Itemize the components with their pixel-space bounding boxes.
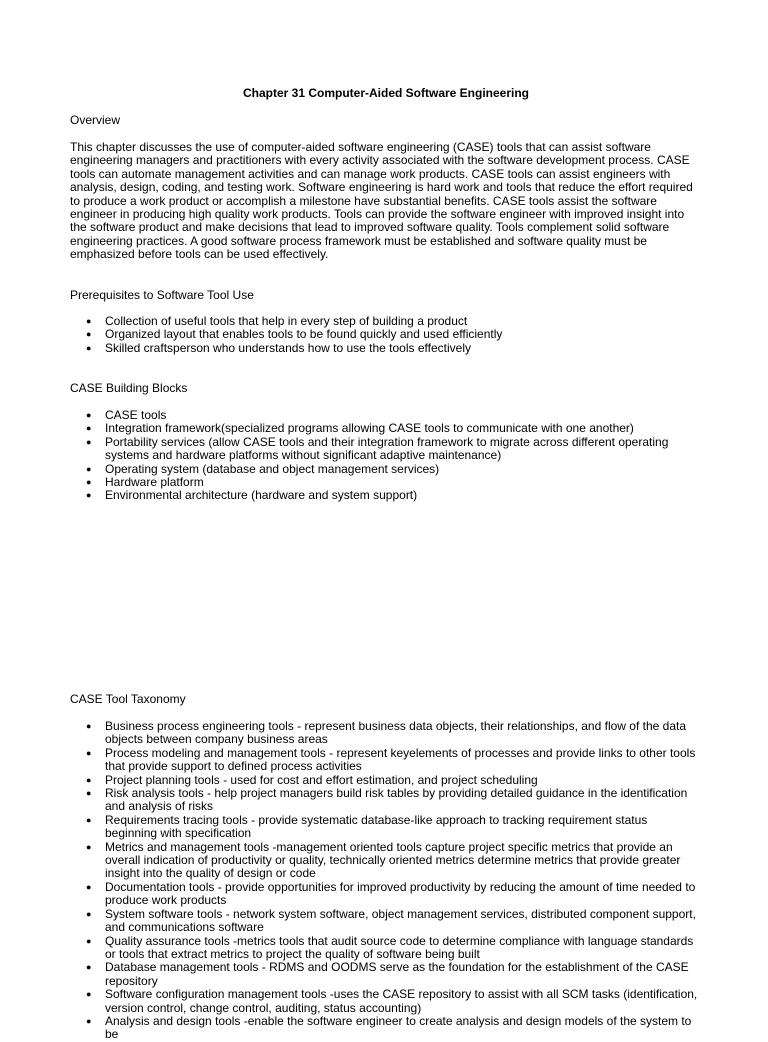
list-item: ● CASE tools [86, 408, 167, 422]
bullet-icon: ● [86, 342, 92, 353]
bullet-icon: ● [86, 423, 92, 434]
bullet-icon: ● [86, 410, 92, 420]
building-blocks-list [70, 409, 702, 503]
bullet-icon: ● [86, 935, 92, 946]
list-item: ● Requirements tracing tools - provide systematic database-like approach to tracking requirement status beginning with specification [86, 812, 648, 841]
bullet-icon: ● [86, 747, 92, 758]
overview-paragraph: This chapter discusses the use of computer-aided software engineering (CASE) tools that can assist software engineering managers and practitioners with every activity associated with the software development process. CASE tools can automate management activities and can manage work products. CASE tools can assist engineers with analysis, design, coding, and testing work. Software engineering is hard work and tools that reduce the effort required to produce a work product or accomplish a milestone have substantial benefits. CASE tools assist the software engineer in producing high quality work products. Tools can provide the software engineer with improved insight into the software product and make decisions that lead to improved software quality. Tools complement solid software engineering practices. A good software process framework must be established and software quality must be emphasized before tools can be used effectively. [70, 140, 693, 262]
bullet-icon: ● [86, 436, 92, 447]
list-item: ● System software tools - network system software, object management services, distributed component support, and communications software [86, 906, 696, 935]
bullet-icon: ● [86, 477, 92, 488]
list-item: ● Business process engineering tools - represent business data objects, their relationships, and flow of the data objects between company business areas [86, 719, 687, 747]
bullet-icon: ● [86, 316, 92, 326]
list-item: ● Portability services (allow CASE tools and their integration framework to migrate across different operating systems and hardware platforms without significant adaptive maintenance) [86, 434, 669, 463]
prerequisites-list [70, 315, 702, 355]
overview-heading: Overview [70, 113, 121, 127]
bullet-icon: ● [86, 908, 92, 919]
list-item: ● Software configuration management tools -uses the CASE repository to assist with all SCM tasks (identification, version control, change control, auditing, status accounting) [86, 987, 698, 1015]
list-item: ● Project planning tools - used for cost and effort estimation, and project scheduling [86, 772, 538, 787]
list-item: ● Process modeling and management tools - represent keyelements of processes and provide links to other tools that provide support to defined process activities [86, 745, 696, 774]
page-title: Chapter 31 Computer-Aided Software Engineering [242, 86, 530, 100]
bullet-icon: ● [86, 329, 92, 340]
list-item: ● Database management tools - RDMS and OODMS serve as the foundation for the establishment of the CASE repository [86, 960, 689, 988]
list-item: ● Metrics and management tools -management oriented tools capture project specific metrics that provide an overall indication of productivity or quality, technically oriented metrics determine metrics that provide greater insight into the quality of design or code [86, 839, 681, 881]
bullet-icon: ● [86, 1015, 92, 1026]
list-item: ● Skilled craftsperson who understands how to use the tools effectively [86, 340, 471, 355]
bullet-icon: ● [86, 463, 92, 474]
taxonomy-heading: CASE Tool Taxonomy [70, 692, 186, 706]
list-item: ● Environmental architecture (hardware and system support) [86, 488, 418, 503]
bullet-icon: ● [86, 962, 92, 973]
bullet-icon: ● [86, 989, 92, 1000]
bullet-icon: ● [86, 788, 92, 799]
taxonomy-list [70, 720, 702, 1042]
bullet-icon: ● [86, 841, 92, 852]
list-item: ● Risk analysis tools - help project managers build risk tables by providing detailed guidance in the identification and analysis of risks [86, 786, 688, 814]
bullet-icon: ● [86, 881, 92, 892]
list-item: ● Integration framework(specialized programs allowing CASE tools to communicate with one another) [86, 421, 634, 436]
list-item: ● Documentation tools - provide opportunities for improved productivity by reducing the amount of time needed to produce work products [86, 879, 696, 908]
list-item: ● Organized layout that enables tools to be found quickly and used efficiently [86, 327, 503, 342]
list-item: ● Collection of useful tools that help in every step of building a product [86, 314, 468, 328]
bullet-icon: ● [86, 774, 92, 785]
bullet-icon: ● [86, 490, 92, 501]
list-item: ● Hardware platform [86, 475, 204, 490]
bullet-icon: ● [86, 814, 92, 825]
prerequisites-heading: Prerequisites to Software Tool Use [70, 288, 254, 302]
bullet-icon: ● [86, 721, 92, 731]
building-blocks-heading: CASE Building Blocks [70, 381, 188, 395]
list-item: ● Operating system (database and object management services) [86, 461, 440, 476]
list-item: ● Quality assurance tools -metrics tools that audit source code to determine compliance with language standards or tools that extract metrics to project the quality of software being built [86, 933, 694, 961]
list-item: ● Analysis and design tools -enable the software engineer to create analysis and design models of the system to be [86, 1013, 692, 1042]
